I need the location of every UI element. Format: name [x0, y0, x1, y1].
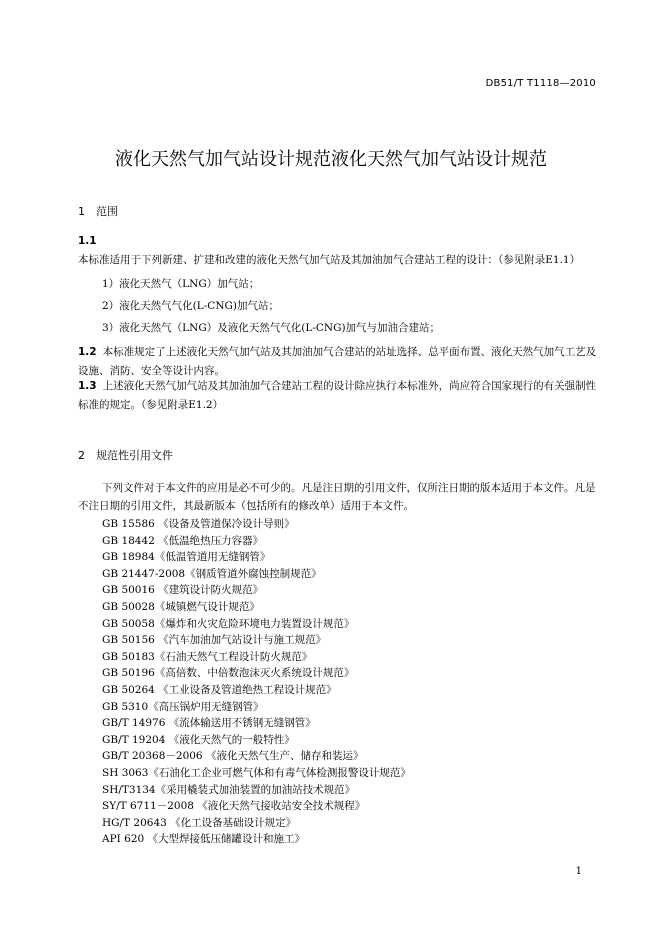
reference-item: GB 50196《高倍数、中倍数泡沫灭火系统设计规范》 — [102, 667, 355, 680]
reference-item: GB 50156 《汽车加油加气站设计与施工规范》 — [102, 634, 327, 647]
standard-code: DB51/T T1118—2010 — [485, 78, 596, 89]
section-title: 范围 — [96, 205, 118, 218]
reference-item: GB 5310《高压锅炉用无缝钢管》 — [102, 700, 264, 713]
section-number: 2 — [78, 449, 85, 462]
section-2-intro: 下列文件对于本文件的应用是必不可少的。凡是注日期的引用文件，仅所注日期的版本适用于本文件。凡是不注日期的引用文件，其最新版本（包括所有的修改单）适用于本文件。 — [78, 482, 596, 512]
reference-item: GB 50264 《工业设备及管道绝热工程设计规范》 — [102, 683, 337, 696]
clause-1-2 — [78, 343, 600, 381]
section-title: 规范性引用文件 — [96, 449, 173, 462]
reference-item: GB 50028《城镇燃气设计规范》 — [102, 600, 260, 613]
list-item: 1）液化天然气（LNG）加气站； — [102, 278, 260, 290]
reference-item: GB 18442 《低温绝热压力容器》 — [102, 534, 264, 547]
clause-number: 1.3 — [78, 380, 97, 392]
reference-item: GB/T 20368－2006 《液化天然气生产、储存和装运》 — [102, 750, 364, 763]
clause-text: 本标准适用于下列新建、扩建和改建的液化天然气加气站及其加油加气合建站工程的设计：（参见附录E1.1） — [78, 254, 581, 266]
document-title: 液化天然气加气站设计规范液化天然气加气站设计规范 — [115, 149, 547, 170]
reference-item: GB 15586 《设备及管道保冷设计导则》 — [102, 518, 295, 530]
reference-item: GB/T 19204 《液化天然气的一般特性》 — [102, 733, 295, 746]
section-1-heading — [78, 203, 118, 219]
clause-number: 1.1 — [78, 235, 97, 247]
reference-item: GB 50016 《建筑设计防火规范》 — [102, 584, 264, 597]
reference-item: HG/T 20643 《化工设备基础设计规定》 — [102, 816, 297, 829]
reference-list — [102, 516, 411, 848]
list-item: 2）液化天然气气化(L-CNG)加气站； — [102, 300, 280, 312]
section-number: 1 — [78, 205, 85, 218]
reference-item: GB/T 14976 《流体输送用不锈钢无缝钢管》 — [102, 717, 316, 730]
reference-item: SH/T3134《采用橇装式加油装置的加油站技术规范》 — [102, 783, 356, 796]
reference-item: GB 50058《爆炸和火灾危险环境电力装置设计规范》 — [102, 617, 355, 630]
clause-1-1 — [78, 232, 600, 270]
reference-item: GB 21447-2008《钢质管道外腐蚀控制规范》 — [102, 567, 322, 580]
reference-item: GB 18984《低温管道用无缝钢管》 — [102, 551, 271, 564]
reference-item: GB 50183《石油天然气工程设计防火规范》 — [102, 650, 313, 663]
section-2-heading — [78, 447, 173, 463]
page-number: 1 — [575, 866, 582, 877]
clause-1-3 — [78, 377, 600, 415]
reference-item: SY/T 6711－2008 《液化天然气接收站安全技术规程》 — [102, 800, 366, 813]
reference-item: SH 3063《石油化工企业可燃气体和有毒气体检测报警设计规范》 — [102, 766, 411, 779]
clause-text: 上述液化天然气加气站及其加油加气合建站工程的设计除应执行本标准外，尚应符合国家现行的有关强制性标准的规定。（参见附录E1.2） — [78, 380, 597, 411]
list-item: 3）液化天然气（LNG）及液化天然气气化(L-CNG)加气与加油合建站； — [102, 322, 441, 334]
clause-text: 本标准规定了上述液化天然气加气站及其加油加气合建站的站址选择、总平面布置、液化天然气加气工艺及设施、消防、安全等设计内容。 — [78, 346, 597, 377]
clause-number: 1.2 — [78, 346, 97, 358]
reference-item: API 620 《大型焊接低压储罐设计和施工》 — [102, 833, 306, 846]
